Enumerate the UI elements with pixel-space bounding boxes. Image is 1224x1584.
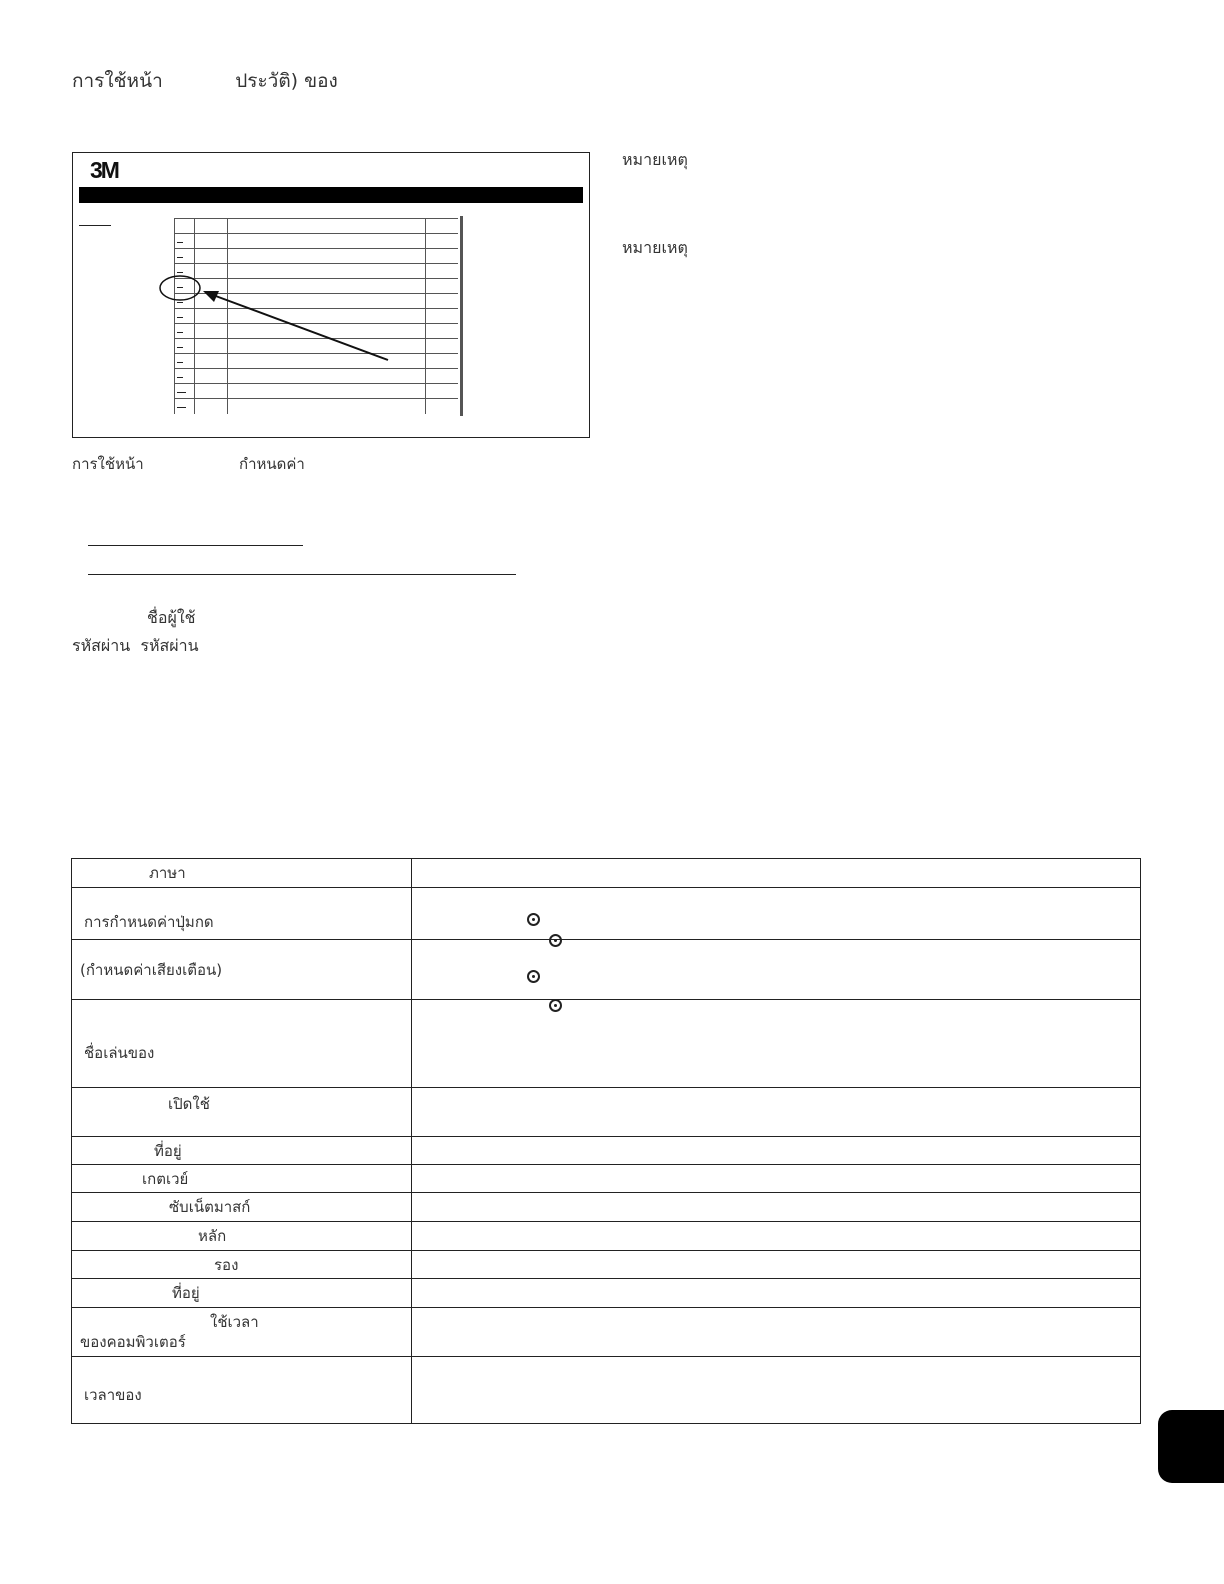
setting-label: หลัก bbox=[72, 1222, 412, 1251]
page-heading: การใช้หน้า ประวัติ) ของ bbox=[72, 70, 338, 92]
setting-value bbox=[412, 1000, 1141, 1088]
radio-button[interactable] bbox=[527, 970, 540, 983]
table-row bbox=[72, 1308, 1141, 1357]
setting-value bbox=[412, 1165, 1141, 1193]
section-tab bbox=[1158, 1410, 1224, 1483]
password-label: รหัสผ่าน รหัสผ่าน bbox=[72, 636, 199, 655]
underline-link-2[interactable] bbox=[88, 574, 516, 575]
device-screen-figure bbox=[72, 152, 590, 438]
setting-label: ภาษา bbox=[72, 859, 412, 888]
setting-value bbox=[412, 1137, 1141, 1165]
setting-label bbox=[72, 1308, 412, 1357]
radio-button[interactable] bbox=[549, 999, 562, 1012]
table-row bbox=[72, 1137, 1141, 1165]
callout-arrow-line bbox=[213, 295, 388, 360]
settings-table bbox=[71, 858, 1141, 1424]
radio-button[interactable] bbox=[527, 913, 540, 926]
table-row bbox=[72, 1193, 1141, 1222]
username-label: ชื่อผู้ใช้ bbox=[147, 608, 196, 627]
setting-label: เวลาของ bbox=[72, 1357, 412, 1424]
table-row bbox=[72, 1222, 1141, 1251]
setting-label: ซับเน็ตมาสก์ bbox=[72, 1193, 412, 1222]
table-row bbox=[72, 888, 1141, 940]
3m-logo: 3M bbox=[90, 157, 118, 183]
table-row bbox=[72, 1251, 1141, 1279]
setting-label: ที่อยู่ bbox=[72, 1137, 412, 1165]
table-row bbox=[72, 859, 1141, 888]
setting-label: (กำหนดค่าเสียงเตือน) bbox=[72, 940, 412, 1000]
table-row bbox=[72, 1357, 1141, 1424]
setting-value bbox=[412, 888, 1141, 940]
callout-circle bbox=[160, 276, 200, 300]
setting-value bbox=[412, 1308, 1141, 1357]
setting-label: การกำหนดค่าปุ่มกด bbox=[72, 888, 412, 940]
setting-value bbox=[412, 1193, 1141, 1222]
note-label-2: หมายเหตุ bbox=[622, 238, 688, 257]
setting-value bbox=[412, 1357, 1141, 1424]
table-row bbox=[72, 940, 1141, 1000]
underline-link-1[interactable] bbox=[88, 545, 303, 546]
setting-label: ชื่อเล่นของ bbox=[72, 1000, 412, 1088]
table-row bbox=[72, 1088, 1141, 1137]
setting-label-line-1: ใช้เวลา bbox=[210, 1313, 259, 1331]
setting-label: ที่อยู่ bbox=[72, 1279, 412, 1308]
figure-caption: การใช้หน้า กำหนดค่า bbox=[72, 455, 305, 473]
note-label-1: หมายเหตุ bbox=[622, 150, 688, 169]
setting-value bbox=[412, 940, 1141, 1000]
setting-label-line-2: ของคอมพิวเตอร์ bbox=[80, 1333, 186, 1351]
setting-value bbox=[412, 1222, 1141, 1251]
setting-value bbox=[412, 859, 1141, 888]
setting-value bbox=[412, 1279, 1141, 1308]
setting-value bbox=[412, 1088, 1141, 1137]
callout-annotation bbox=[73, 153, 589, 437]
table-row bbox=[72, 1279, 1141, 1308]
setting-label: รอง bbox=[72, 1251, 412, 1279]
setting-label: เกตเวย์ bbox=[72, 1165, 412, 1193]
setting-label: เปิดใช้ bbox=[72, 1088, 412, 1137]
setting-value bbox=[412, 1251, 1141, 1279]
table-row bbox=[72, 1165, 1141, 1193]
table-row bbox=[72, 1000, 1141, 1088]
